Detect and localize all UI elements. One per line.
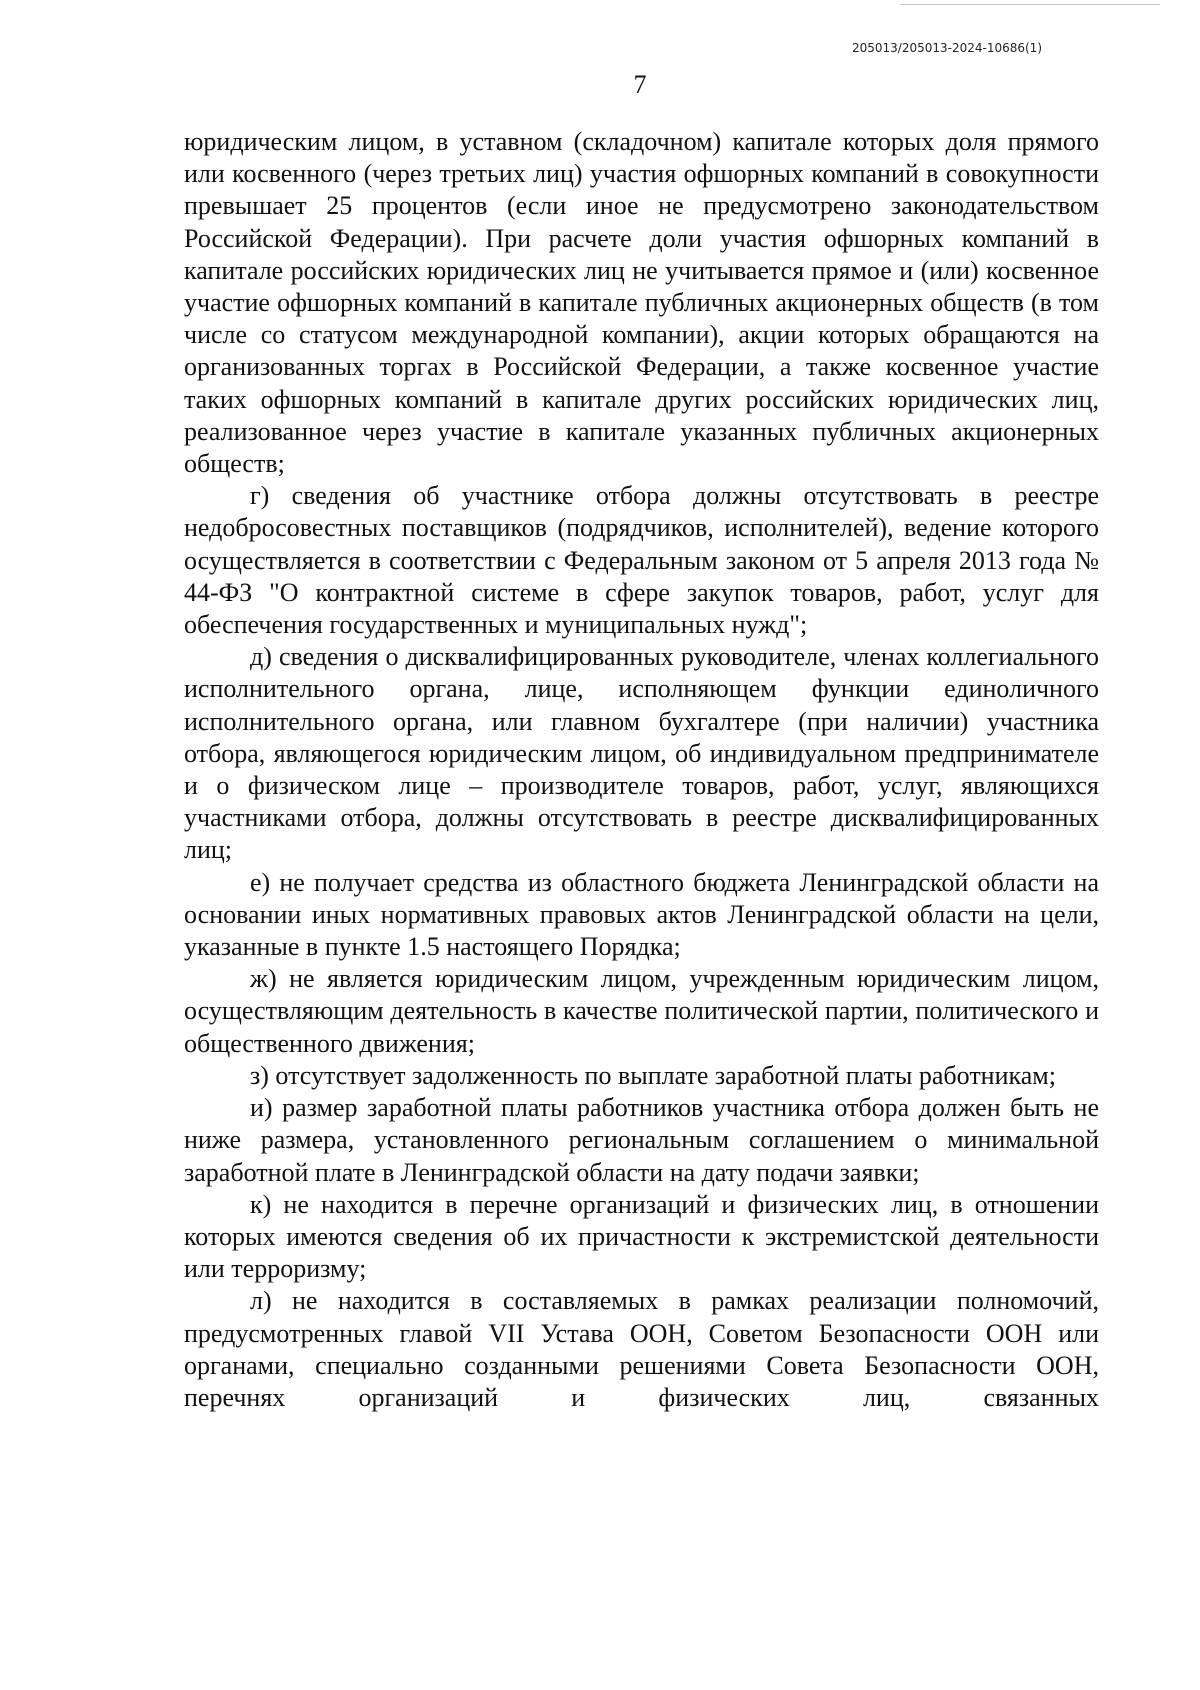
paragraph-item-d: д) сведения о дисквалифицированных руководителе, членах коллегиального исполнительного органа, лице, исполняющем функции единоличного исполнительного органа, или главном бухгалтере (при наличии) участника отбора, являющегося юридическим лицом, об индивидуальном предпринимателе и о физическом лице – производителе товаров, работ, услуг, являющихся участниками отбора, должны отсутствовать в реестре дисквалифицированных лиц;: [184, 642, 1099, 865]
paragraph-item-g: г) сведения об участнике отбора должны отсутствовать в реестре недобросовестных поставщиков (подрядчиков, исполнителей), ведение которого осуществляется в соответствии с Федеральным законом от 5 апреля 2013 года № 44-ФЗ "О контрактной системе в сфере закупок товаров, работ, услуг для обеспечения государственных и муниципальных нужд";: [184, 481, 1099, 640]
paragraph-item-e: е) не получает средства из областного бюджета Ленинградской области на основании иных нормативных правовых актов Ленинградской области на цели, указанные в пункте 1.5 настоящего Порядка;: [184, 867, 1099, 962]
paragraph-item-k: к) не находится в перечне организаций и физических лиц, в отношении которых имеются сведения об их причастности к экстремистской деятельности или терроризму;: [184, 1189, 1099, 1284]
scan-artifact-line: [900, 4, 1160, 5]
paragraph-continuation: юридическим лицом, в уставном (складочном) капитале которых доля прямого или косвенного (через третьих лиц) участия офшорных компаний в совокупности превышает 25 процентов (если иное не предусмотрено законодательством Российской Федерации). При расчете доли участия офшорных компаний в капитале российских юридических лиц не учитывается прямое и (или) косвенное участие офшорных компаний в капитале публичных акционерных обществ (в том числе со статусом международной компании), акции которых обращаются на организованных торгах в Российской Федерации, а также косвенное участие таких офшорных компаний в капитале других российских юридических лиц, реализованное через участие в капитале указанных публичных акционерных обществ;: [184, 127, 1099, 479]
document-body: [184, 126, 1099, 1414]
paragraph-item-i: и) размер заработной платы работников участника отбора должен быть не ниже размера, установленного региональным соглашением о минимальной заработной плате в Ленинградской области на дату подачи заявки;: [184, 1093, 1099, 1187]
document-id: 205013/205013-2024-10686(1): [851, 41, 1042, 55]
paragraph-item-l: л) не находится в составляемых в рамках реализации полномочий, предусмотренных главой VII Устава ООН, Советом Безопасности ООН или органами, специально созданными решениями Совета Безопасности ООН, перечнях организаций и физических лиц, связанных: [184, 1286, 1099, 1412]
page-number: 7: [633, 70, 647, 99]
paragraph-item-z: з) отсутствует задолженность по выплате заработной платы работникам;: [250, 1060, 1056, 1090]
paragraph-item-zh: ж) не является юридическим лицом, учрежденным юридическим лицом, осуществляющим деятельность в качестве политической партии, политического и общественного движения;: [184, 964, 1099, 1058]
